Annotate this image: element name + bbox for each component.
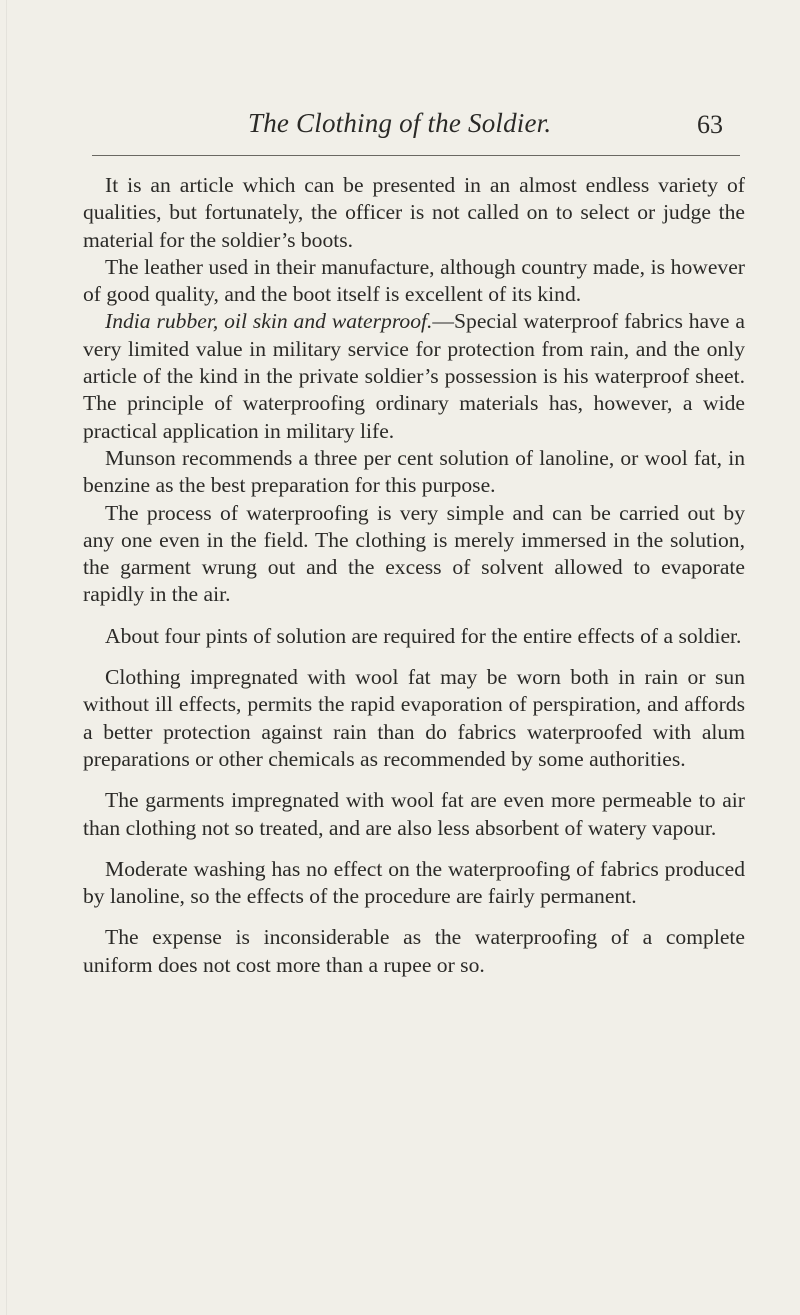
paragraph-india-rubber bbox=[83, 308, 745, 444]
header-rule bbox=[92, 155, 740, 156]
paragraph-moderate-washing: Moderate washing has no effect on the waterproofing of fabrics produced by lanoline, so the effects of the procedure are fairly permanent. bbox=[83, 856, 745, 909]
body-text bbox=[83, 172, 745, 979]
paragraph-munson: Munson recommends a three per cent solution of lanoline, or wool fat, in benzine as the best preparation for this purpose. bbox=[83, 445, 745, 498]
paragraph-india-rubber-text: —Special waterproof fabrics have a very limited value in military service for protection from rain, and the only article of the kind in the private soldier’s possession is his waterproof sheet. The principle of waterproofing ordinary materials has, however, a wide practical application in military life. bbox=[83, 309, 745, 443]
section-lead-india-rubber: India rubber, oil skin and waterproof. bbox=[105, 309, 433, 334]
paragraph-four-pints: About four pints of solution are required for the entire effects of a soldier. bbox=[105, 623, 742, 648]
paragraph-leather: The leather used in their manufacture, although country made, is however of good quality, and the boot itself is excellent of its kind. bbox=[83, 254, 745, 307]
paragraph-clothing-impregnated: Clothing impregnated with wool fat may be worn both in rain or sun without ill effects, permits the rapid evaporation of perspiration, and affords a better protection against rain than do fabrics waterproofed with alum preparations or other chemicals as recommended by some authorities. bbox=[83, 665, 745, 771]
page-number: 63 bbox=[697, 110, 723, 139]
paragraph-expense: The expense is inconsiderable as the waterproofing of a complete uniform does not cost more than a rupee or so. bbox=[83, 925, 745, 977]
running-header bbox=[0, 108, 800, 148]
page-edge-shadow bbox=[6, 0, 7, 1315]
paragraph-process: The process of waterproofing is very simple and can be carried out by any one even in the field. The clothing is merely immersed in the solution, the garment wrung out and the excess of solvent allowed to evaporate rapidly in the air. bbox=[83, 500, 745, 607]
paragraph-garments-permeable: The garments impregnated with wool fat are even more permeable to air than clothing not so treated, and are also less absorbent of watery vapour. bbox=[83, 788, 745, 840]
running-title: The Clothing of the Soldier. bbox=[248, 108, 552, 138]
paragraph-boots-variety: It is an article which can be presented in an almost endless variety of qualities, but fortunately, the officer is not called on to select or judge the material for the soldier’s boots. bbox=[83, 173, 745, 252]
